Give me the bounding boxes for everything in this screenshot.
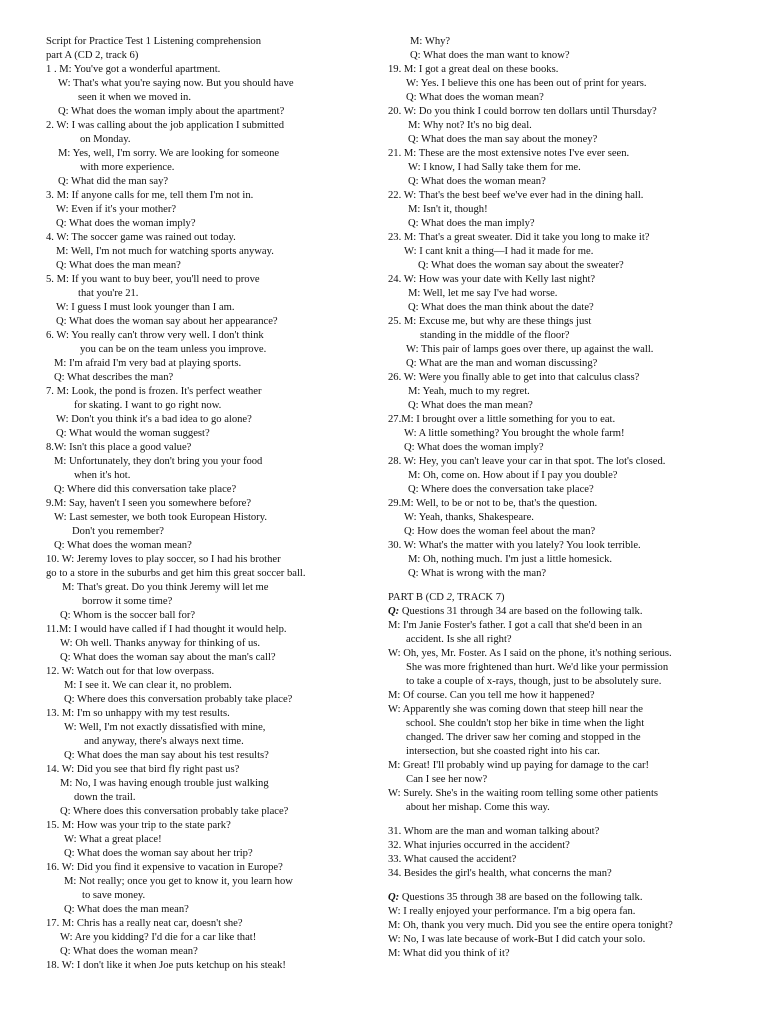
script-line: W: Well, I'm not exactly dissatisfied with mine, [64, 722, 266, 733]
script-line: Q: What does the man mean? [64, 904, 189, 915]
script-line: M: Why not? It's no big deal. [408, 120, 532, 131]
talk-line: W: I really enjoyed your performance. I'm a big opera fan. [388, 906, 636, 917]
talk-line: W: Oh, yes, Mr. Foster. As I said on the phone, it's nothing serious. [388, 648, 672, 659]
script-line: 24. W: How was your date with Kelly last night? [388, 274, 596, 285]
script-line: 30. W: What's the matter with you lately? You look terrible. [388, 540, 641, 551]
talk-line: She was more frightened than hurt. We'd like your permission [406, 662, 669, 673]
script-line: Q: What does the man mean? [408, 400, 533, 411]
script-line: with more experience. [80, 162, 175, 173]
talk-line: to take a couple of x-rays, though, just to be absolutely sure. [406, 676, 662, 687]
script-line: 16. W: Did you find it expensive to vacation in Europe? [46, 862, 283, 873]
part-b-heading: PART B (CD 2, TRACK 7) [388, 592, 505, 603]
script-line: Q: What does the woman mean? [406, 92, 544, 103]
script-line: to save money. [82, 890, 146, 901]
talk-line: about her mishap. Come this way. [406, 802, 550, 813]
script-line: 27.M: I brought over a little something for you to eat. [388, 414, 616, 425]
script-line: M: Oh, come on. How about if I pay you double? [408, 470, 618, 481]
script-line: 28. W: Hey, you can't leave your car in that spot. The lot's closed. [388, 456, 666, 467]
script-line: 14. W: Did you see that bird fly right past us? [46, 764, 240, 775]
script-line: down the trail. [74, 792, 136, 803]
talk-line: M: I'm Janie Foster's father. I got a call that she'd been in an [388, 620, 643, 631]
script-line: Script for Practice Test 1 Listening comprehension [46, 36, 262, 47]
script-line: M: That's great. Do you think Jeremy will let me [62, 582, 269, 593]
script-line: Q: What does the woman imply about the apartment? [58, 106, 285, 117]
script-line: W: That's what you're saying now. But you should have [58, 78, 294, 89]
script-line: Q: What does the woman imply? [404, 442, 544, 453]
talk-1-transcript [388, 619, 760, 815]
script-line: 23. M: That's a great sweater. Did it take you long to make it? [388, 232, 650, 243]
talk-line: W: No, I was late because of work-But I did catch your solo. [388, 934, 646, 945]
script-line: Q: What did the man say? [58, 176, 169, 187]
part-a-dialogs-continued [388, 35, 760, 581]
script-line: 3. M: If anyone calls for me, tell them I'm not in. [46, 190, 254, 201]
script-line: 25. M: Excuse me, but why are these things just [388, 316, 592, 327]
script-line: Q: Where does this conversation probably take place? [60, 806, 289, 817]
script-line: for skating. I want to go right now. [74, 400, 222, 411]
script-line: Q: What does the man think about the date? [408, 302, 594, 313]
talk-line: W: Surely. She's in the waiting room telling some other patients [388, 788, 659, 799]
script-line: when it's hot. [74, 470, 131, 481]
script-line: M: Why? [410, 36, 451, 47]
script-line: part A (CD 2, track 6) [46, 50, 139, 61]
script-line: Q: What does the woman imply? [56, 218, 196, 229]
script-line: 10. W: Jeremy loves to play soccer, so I had his brother [46, 554, 281, 565]
script-line: Q: What does the man say about the money? [408, 134, 598, 145]
talk-line: M: Oh, thank you very much. Did you see the entire opera tonight? [388, 920, 673, 931]
script-line: seen it when we moved in. [78, 92, 191, 103]
script-line: M: Oh, nothing much. I'm just a little homesick. [408, 554, 613, 565]
script-line: W: I cant knit a thing—I had it made for me. [404, 246, 594, 257]
talk-1-questions [388, 825, 760, 881]
script-line: 19. M: I got a great deal on these books. [388, 64, 559, 75]
script-line: 12. W: Watch out for that low overpass. [46, 666, 215, 677]
script-line: 26. W: Were you finally able to get into that calculus class? [388, 372, 640, 383]
script-line: 2. W: I was calling about the job application I submitted [46, 120, 285, 131]
script-line: Q: What does the woman say about the man's call? [60, 652, 276, 663]
script-line: 20. W: Do you think I could borrow ten dollars until Thursday? [388, 106, 657, 117]
script-line: Q: What does the woman mean? [60, 946, 198, 957]
script-line: M: No, I was having enough trouble just walking [60, 778, 269, 789]
talk-2-transcript [388, 905, 760, 961]
talk-line: M: What did you think of it? [388, 948, 510, 959]
talk-line: school. She couldn't stop her bike in time when the light [406, 718, 645, 729]
script-line: M: Yeah, much to my regret. [408, 386, 530, 397]
script-line: Q: What does the man say about his test results? [64, 750, 269, 761]
script-line: Q: Whom is the soccer ball for? [60, 610, 196, 621]
script-line: W: Yeah, thanks, Shakespeare. [404, 512, 534, 523]
script-line: Q: What would the woman suggest? [56, 428, 210, 439]
script-line: Q: What does the man want to know? [410, 50, 570, 61]
script-line: M: I'm afraid I'm very bad at playing sports. [54, 358, 242, 369]
talk-line: W: Apparently she was coming down that steep hill near the [388, 704, 643, 715]
right-column [388, 35, 760, 961]
talk-line: changed. The driver saw her coming and stopped in the [406, 732, 641, 743]
script-line: Q: What is wrong with the man? [408, 568, 547, 579]
script-line: W: Yes. I believe this one has been out of print for years. [406, 78, 647, 89]
talk-1-intro: Q: Questions 31 through 34 are based on the following talk. [388, 606, 643, 617]
talk-2-intro: Q: Questions 35 through 38 are based on the following talk. [388, 892, 643, 903]
script-line: 29.M: Well, to be or not to be, that's the question. [388, 498, 598, 509]
script-line: 13. M: I'm so unhappy with my test results. [46, 708, 230, 719]
script-line: 15. M: How was your trip to the state park? [46, 820, 231, 831]
script-line: 7. M: Look, the pond is frozen. It's perfect weather [46, 386, 262, 397]
script-line: Q: What does the man mean? [56, 260, 181, 271]
script-line: W: I guess I must look younger than I am. [56, 302, 235, 313]
script-line: that you're 21. [78, 288, 139, 299]
script-line: Q: Where does the conversation take place? [408, 484, 594, 495]
script-line: W: Don't you think it's a bad idea to go alone? [56, 414, 252, 425]
part-b-label: PART B [388, 592, 423, 603]
question-line: 33. What caused the accident? [388, 854, 517, 865]
script-line: Q: What does the woman say about her appearance? [56, 316, 278, 327]
script-line: M: Isn't it, though! [408, 204, 488, 215]
script-line: 17. M: Chris has a really neat car, doesn't she? [46, 918, 243, 929]
script-line: on Monday. [80, 134, 131, 145]
question-line: 31. Whom are the man and woman talking about? [388, 826, 600, 837]
script-line: Q: What are the man and woman discussing? [406, 358, 598, 369]
script-line: W: What a great place! [64, 834, 162, 845]
script-line: Don't you remember? [72, 526, 164, 537]
talk-line: intersection, but she coasted right into his car. [406, 746, 600, 757]
script-line: W: Even if it's your mother? [56, 204, 177, 215]
script-line: 6. W: You really can't throw very well. I don't think [46, 330, 264, 341]
script-line: 1 . M: You've got a wonderful apartment. [46, 64, 221, 75]
script-line: W: This pair of lamps goes over there, up against the wall. [406, 344, 654, 355]
script-line: W: Oh well. Thanks anyway for thinking of us. [60, 638, 261, 649]
script-line: Q: What does the woman say about her trip? [64, 848, 253, 859]
script-line: M: I see it. We can clear it, no problem. [64, 680, 232, 691]
script-line: Q: What does the woman mean? [408, 176, 546, 187]
script-line: Q: What does the woman say about the sweater? [418, 260, 624, 271]
script-line: Q: What describes the man? [54, 372, 174, 383]
question-line: 34. Besides the girl's health, what concerns the man? [388, 868, 612, 879]
script-line: W: I know, I had Sally take them for me. [408, 162, 581, 173]
script-line: 9.M: Say, haven't I seen you somewhere before? [46, 498, 252, 509]
script-line: W: Are you kidding? I'd die for a car like that! [60, 932, 257, 943]
talk-line: accident. Is she all right? [406, 634, 512, 645]
script-line: W: Last semester, we both took European History. [54, 512, 267, 523]
script-line: M: Not really; once you get to know it, you learn how [64, 876, 293, 887]
script-line: 11.M: I would have called if I had thought it would help. [46, 624, 287, 635]
script-line: Q: How does the woman feel about the man? [404, 526, 596, 537]
script-line: 8.W: Isn't this place a good value? [46, 442, 192, 453]
talk-line: Can I see her now? [406, 774, 488, 785]
script-line: borrow it some time? [82, 596, 173, 607]
talk-line: M: Great! I'll probably wind up paying for damage to the car! [388, 760, 650, 771]
talk-line: M: Of course. Can you tell me how it happened? [388, 690, 595, 701]
question-line: 32. What injuries occurred in the accident? [388, 840, 570, 851]
left-column [46, 35, 376, 973]
script-line: you can be on the team unless you improve. [80, 344, 267, 355]
script-line: and anyway, there's always next time. [84, 736, 244, 747]
script-line: W: A little something? You brought the whole farm! [404, 428, 625, 439]
script-line: Q: Where does this conversation probably take place? [64, 694, 293, 705]
script-line: M: Well, let me say I've had worse. [408, 288, 558, 299]
script-line: Q: Where did this conversation take place? [54, 484, 237, 495]
script-line: M: Well, I'm not much for watching sports anyway. [56, 246, 274, 257]
script-line: 4. W: The soccer game was rained out today. [46, 232, 236, 243]
script-line: M: Unfortunately, they don't bring you your food [54, 456, 263, 467]
script-line: 18. W: I don't like it when Joe puts ketchup on his steak! [46, 960, 286, 971]
script-line: 21. M: These are the most extensive notes I've ever seen. [388, 148, 630, 159]
script-line: Q: What does the woman mean? [54, 540, 192, 551]
script-line: 5. M: If you want to buy beer, you'll need to prove [46, 274, 260, 285]
script-line: M: Yes, well, I'm sorry. We are looking for someone [58, 148, 280, 159]
script-line: Q: What does the man imply? [408, 218, 535, 229]
script-line: standing in the middle of the floor? [420, 330, 570, 341]
script-line: 22. W: That's the best beef we've ever had in the dining hall. [388, 190, 644, 201]
script-line: go to a store in the suburbs and get him this great soccer ball. [46, 568, 306, 579]
